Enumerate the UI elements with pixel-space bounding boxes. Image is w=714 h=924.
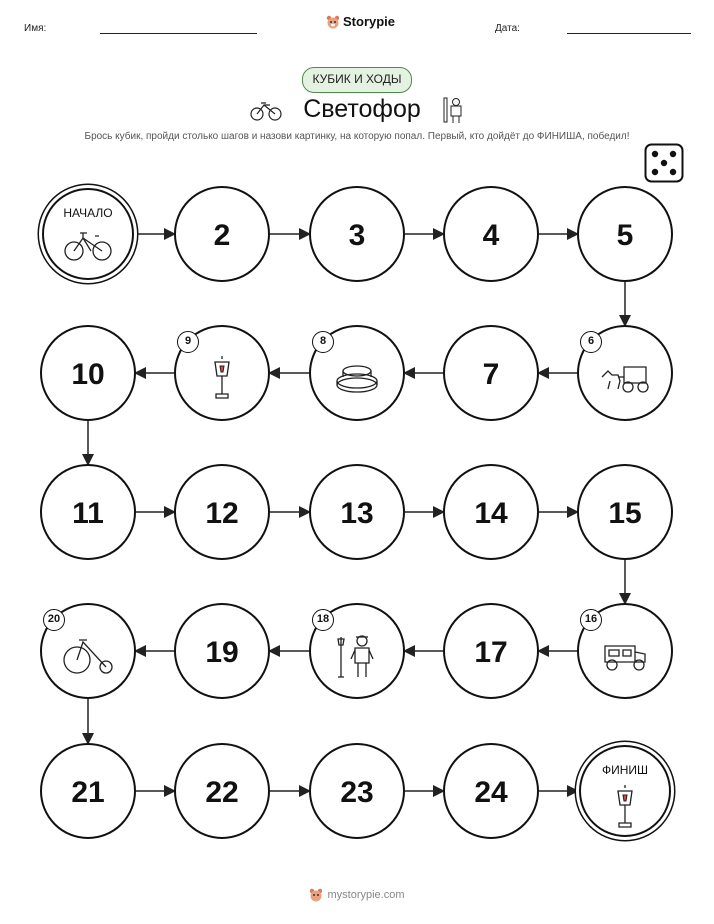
- cell-number: 5: [616, 219, 634, 252]
- street-lamp-icon: [612, 783, 638, 834]
- board-cell-22[interactable]: [174, 743, 270, 839]
- board-cell-3[interactable]: [309, 186, 405, 282]
- cell-number-badge: 18: [312, 609, 334, 631]
- board-cell-15[interactable]: [577, 464, 673, 560]
- finish-label: ФИНИШ: [601, 763, 649, 777]
- cell-number: 24: [474, 776, 508, 809]
- cell-number-badge: 16: [580, 609, 602, 631]
- board-cell-24[interactable]: [443, 743, 539, 839]
- cell-number: 17: [474, 636, 508, 669]
- board-cell-17[interactable]: [443, 603, 539, 699]
- vintage-car-icon: [599, 638, 651, 677]
- footer-url: mystorypie.com: [327, 889, 405, 901]
- cell-number: 7: [482, 358, 500, 391]
- penny-farthing-icon: [61, 636, 115, 679]
- bear-logo-icon: [309, 888, 323, 902]
- brand-name: Storypie: [343, 14, 396, 29]
- cell-number-badge: 6: [580, 331, 602, 353]
- board-cell-7[interactable]: [443, 325, 539, 421]
- cell-number: 19: [205, 636, 239, 669]
- cell-number-badge: 20: [43, 609, 65, 631]
- board-cell-23[interactable]: [309, 743, 405, 839]
- board-cell-19[interactable]: [174, 603, 270, 699]
- name-label: Имя:: [24, 23, 47, 34]
- push-button-icon: [333, 361, 381, 398]
- cell-number: 4: [482, 219, 500, 252]
- board-cell-5[interactable]: [577, 186, 673, 282]
- board-cell-10[interactable]: [40, 325, 136, 421]
- cell-number-badge: 8: [312, 331, 334, 353]
- board-cell-14[interactable]: [443, 464, 539, 560]
- cell-number: 2: [213, 219, 231, 252]
- cell-number: 13: [340, 497, 374, 530]
- bicycle-icon: [63, 228, 113, 267]
- footer: [0, 888, 714, 902]
- cell-number: 14: [474, 497, 508, 530]
- horse-carriage-icon: [598, 359, 652, 400]
- board-cell-21[interactable]: [40, 743, 136, 839]
- board-cell-13[interactable]: [309, 464, 405, 560]
- street-lamp-icon: [209, 354, 235, 405]
- board-cell-11[interactable]: [40, 464, 136, 560]
- cell-number: 10: [71, 358, 105, 391]
- title-text: Светофор: [303, 95, 421, 123]
- instructions: Брось кубик, пройди столько шагов и назови картинку, на которую попал. Первый, кто дойдёт до ФИНИША, победил!: [84, 131, 630, 142]
- board-cell-1[interactable]: [42, 188, 134, 280]
- board-cell-12[interactable]: [174, 464, 270, 560]
- cell-number: 3: [348, 219, 366, 252]
- cell-number: 11: [72, 497, 104, 530]
- cell-number: 22: [205, 776, 239, 809]
- board-cell-25[interactable]: [579, 745, 671, 837]
- cell-number: 21: [71, 776, 105, 809]
- cell-number: 23: [340, 776, 374, 809]
- board-cell-2[interactable]: [174, 186, 270, 282]
- policeman-icon: [336, 631, 378, 684]
- cell-number: 12: [205, 497, 239, 530]
- board-cell-4[interactable]: [443, 186, 539, 282]
- game-type-badge: КУБИК И ХОДЫ: [302, 67, 412, 93]
- cell-number: 15: [608, 497, 642, 530]
- date-label: Дата:: [495, 23, 520, 34]
- cell-number-badge: 9: [177, 331, 199, 353]
- start-label: НАЧАЛО: [63, 206, 113, 220]
